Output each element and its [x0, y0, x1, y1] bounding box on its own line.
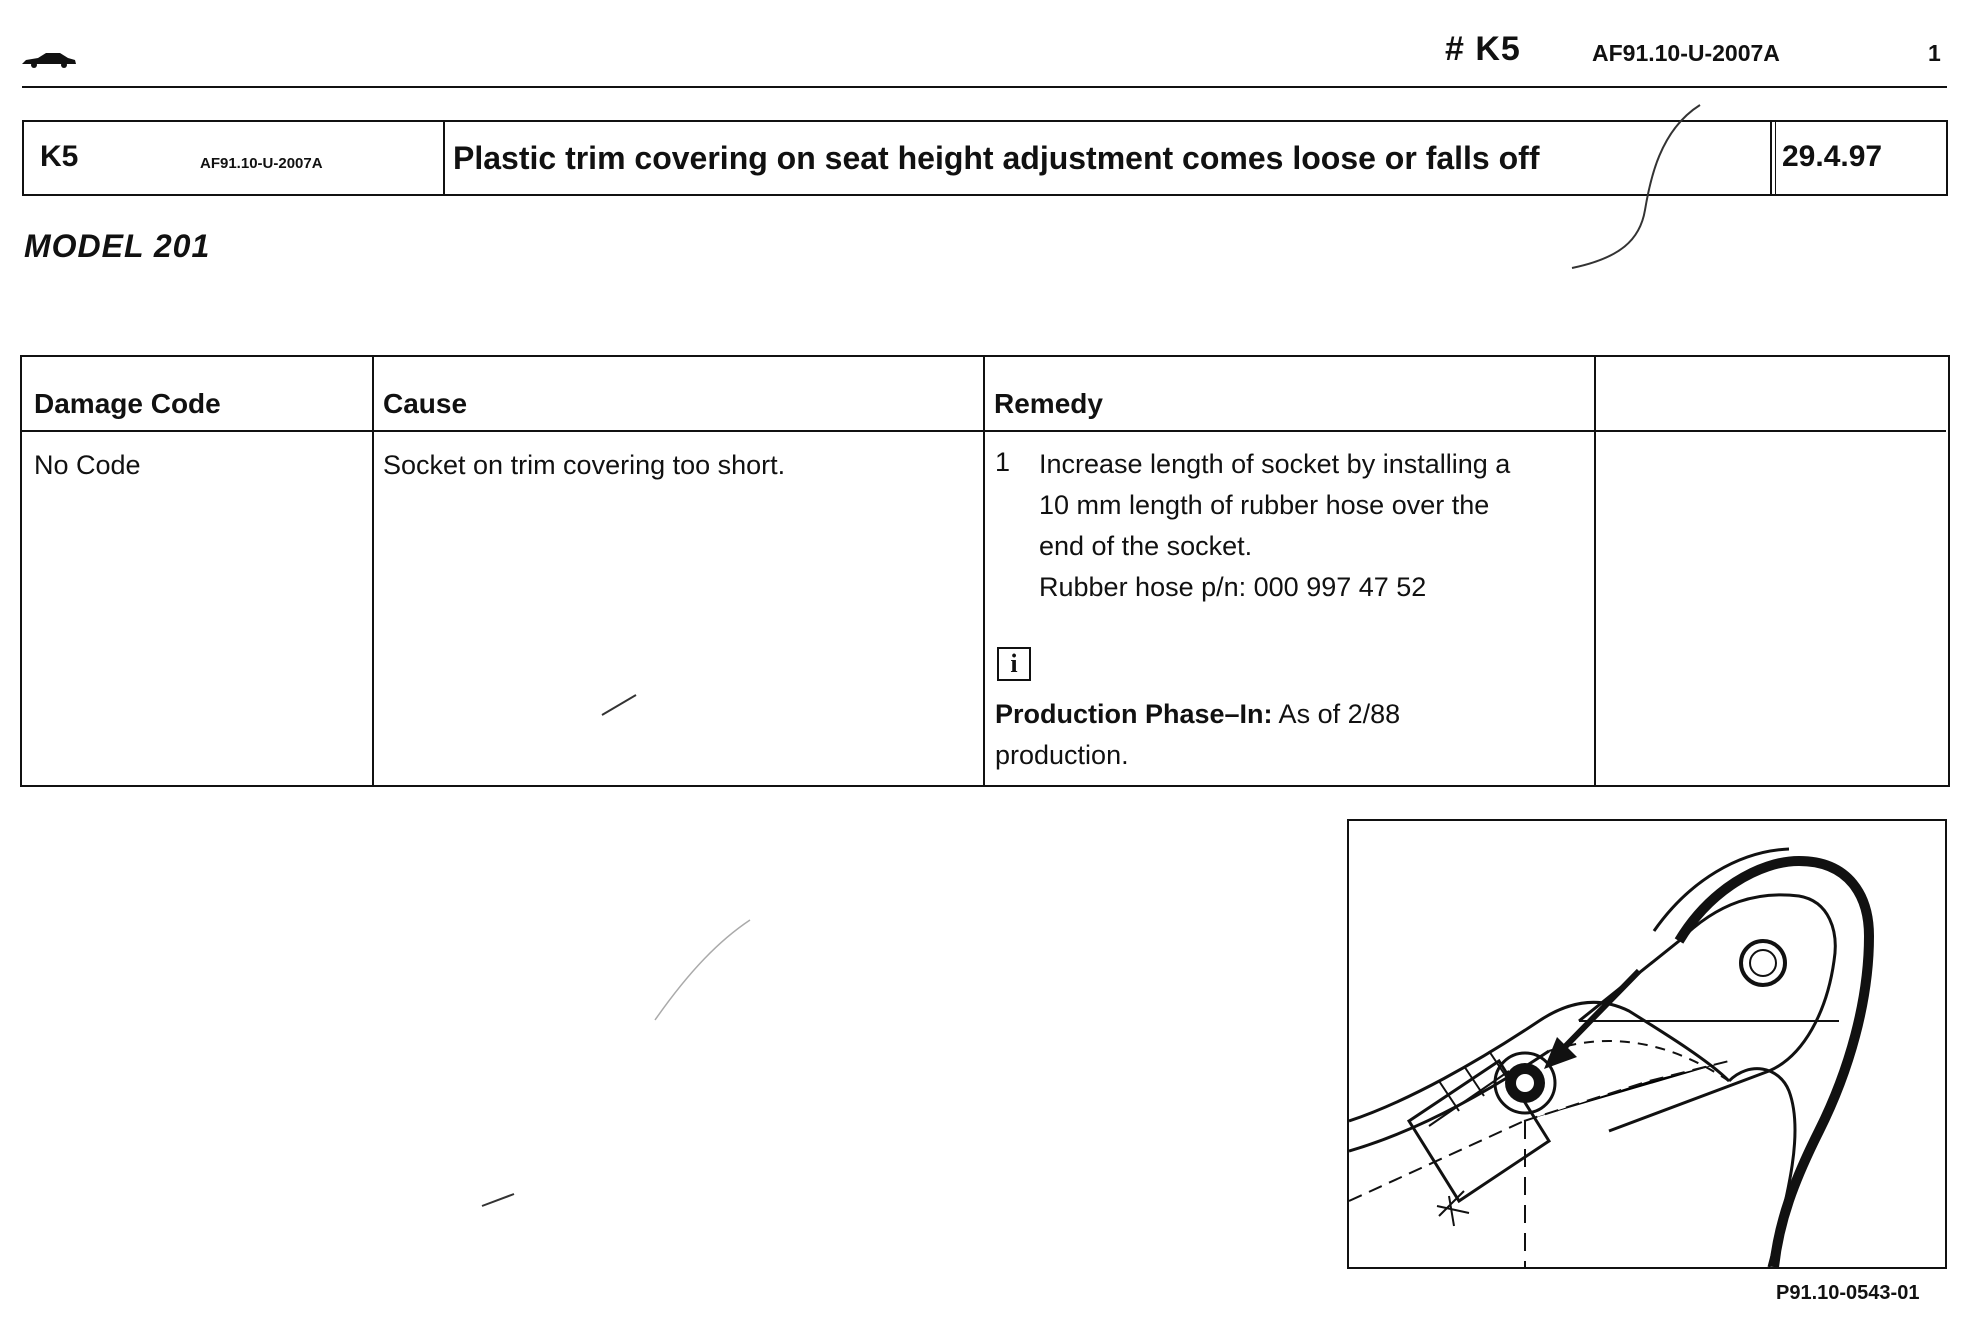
- remedy-line: 10 mm length of rubber hose over the: [1039, 490, 1490, 520]
- header-rule: [22, 86, 1947, 88]
- damage-table: [20, 355, 1950, 787]
- header-reference: AF91.10-U-2007A: [1592, 40, 1780, 66]
- scan-mark: [480, 1190, 520, 1210]
- figure-caption: P91.10-0543-01: [1776, 1282, 1920, 1304]
- title-divider: [443, 122, 445, 194]
- seat-adjuster-illustration: [1349, 821, 1945, 1267]
- scan-mark: [600, 690, 640, 720]
- remedy-line: Increase length of socket by installing a: [1039, 449, 1511, 479]
- title-divider-date: [1770, 122, 1772, 194]
- remedy-line: end of the socket.: [1039, 531, 1253, 561]
- remedy-step-text: [1039, 444, 1579, 608]
- production-phase-in: [995, 694, 1400, 776]
- seat-adjuster-figure: [1347, 819, 1947, 1269]
- title-reference: AF91.10-U-2007A: [200, 155, 323, 172]
- header-cause: Cause: [383, 388, 468, 419]
- header-remedy: Remedy: [994, 388, 1103, 419]
- bulletin-date: 29.4.97: [1782, 140, 1883, 173]
- page-number: 1: [1928, 40, 1941, 66]
- phase-in-value: As of 2/88: [1272, 699, 1401, 729]
- title-code: K5: [40, 140, 79, 173]
- info-icon: i: [997, 647, 1031, 681]
- scan-mark: [1560, 100, 1760, 275]
- phase-in-label: Production Phase–In:: [995, 699, 1273, 729]
- cause-value: Socket on trim covering too short.: [383, 450, 786, 480]
- remedy-line: Rubber hose p/n: 000 997 47 52: [1039, 572, 1427, 602]
- table-col-divider: [983, 357, 985, 785]
- table-col-divider: [1594, 357, 1596, 785]
- bulletin-title: Plastic trim covering on seat height adjustment comes loose or falls off: [453, 140, 1540, 176]
- model-heading: MODEL 201: [24, 228, 211, 264]
- table-col-divider: [372, 357, 374, 785]
- damage-code-value: No Code: [34, 450, 141, 480]
- car-icon: [20, 48, 78, 70]
- bulletin-code: # K5: [1445, 30, 1521, 68]
- title-divider-date-inner: [1775, 122, 1776, 194]
- remedy-step-number: 1: [995, 447, 1011, 477]
- phase-in-line2: production.: [995, 740, 1129, 770]
- scan-mark: [650, 910, 770, 1030]
- header-damage-code: Damage Code: [34, 388, 221, 419]
